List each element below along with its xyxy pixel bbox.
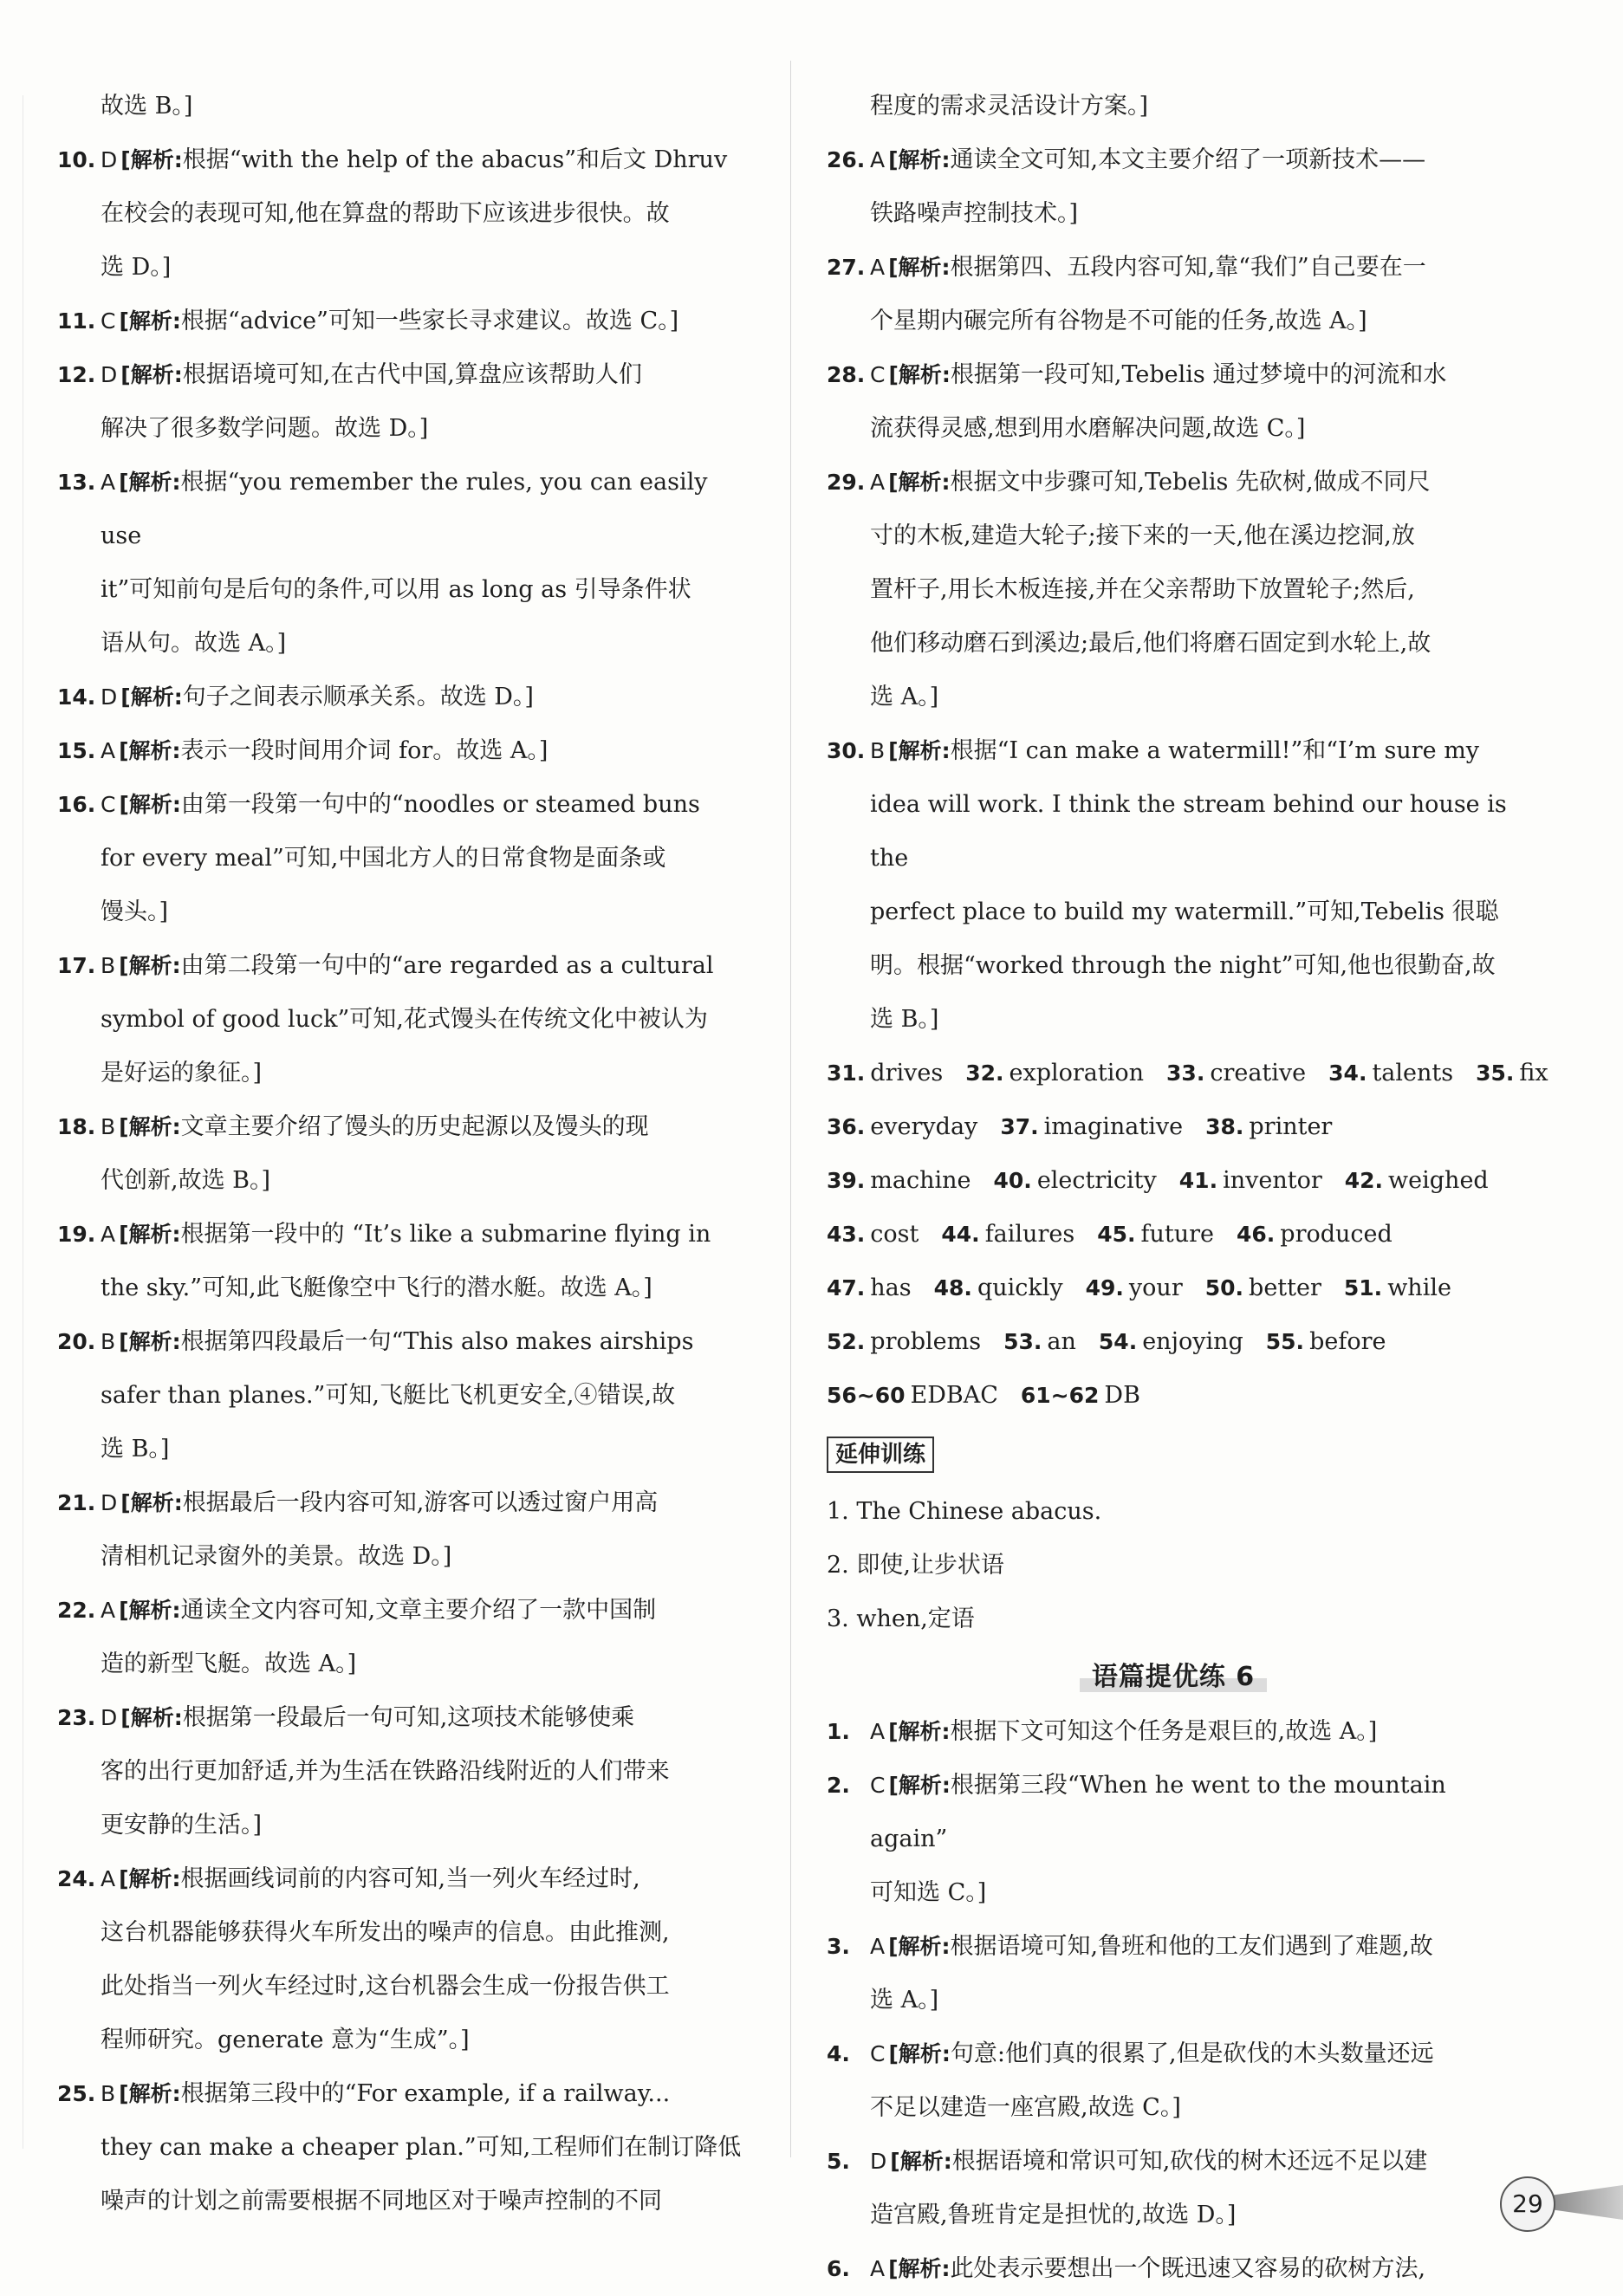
analysis-text: 他们移动磨石到溪边;最后,他们将磨石固定到水轮上,故 (870, 630, 1431, 657)
answer-letter: A (101, 1866, 116, 1891)
word-number: 51. (1343, 1275, 1383, 1300)
analysis-text: 根据“with the help of the abacus”和后文 Dhruv (182, 146, 728, 173)
question-number: 29. (827, 470, 866, 495)
answer-entry (57, 778, 750, 939)
word-text: everyday (870, 1113, 978, 1140)
analysis-text: 造宫殿,鲁班肯定是担忧的,故选 D。] (870, 2202, 1237, 2228)
word-answer (1205, 1274, 1321, 1301)
analysis-text: 程师研究。generate 意为“生成”。] (101, 2027, 470, 2053)
answer-entry (827, 2027, 1520, 2135)
answer-letter: A (101, 1598, 116, 1623)
word-answer (827, 1221, 919, 1248)
answer-letter: B (101, 2081, 116, 2106)
analysis-text: 由第一段第一句中的“noodles or steamed buns (180, 791, 700, 818)
word-answer (827, 1328, 981, 1355)
analysis-text: 句意:他们真的很累了,但是砍伐的木头数量还远 (950, 2040, 1434, 2067)
word-row (827, 1154, 1520, 1208)
word-number: 44. (941, 1222, 980, 1247)
word-answer (827, 1274, 912, 1301)
question-number: 25. (57, 2081, 96, 2106)
analysis-text: 明。根据“worked through the night”可知,他也很勤奋,故 (870, 952, 1496, 979)
analysis-tag: [解析: (888, 1773, 951, 1798)
answer-entry (57, 295, 750, 348)
word-number: 35. (1476, 1060, 1515, 1086)
question-number: 4. (827, 2041, 850, 2066)
word-answer (827, 1167, 971, 1194)
analysis-text: 选 B。] (870, 1006, 939, 1033)
word-text: quickly (977, 1274, 1063, 1301)
answer-letter: C (870, 2041, 886, 2066)
word-number: 37. (1000, 1114, 1039, 1139)
word-text: an (1047, 1328, 1076, 1355)
extension-item: 2. 即使,让步状语 (827, 1552, 1004, 1579)
analysis-text: 根据语境可知,在古代中国,算盘应该帮助人们 (182, 361, 642, 388)
question-number: 6. (827, 2256, 850, 2281)
analysis-text: 造的新型飞艇。故选 A。] (101, 1651, 357, 1677)
question-number: 12. (57, 362, 96, 387)
analysis-tag: [解析: (119, 1598, 181, 1623)
analysis-text: 铁路噪声控制技术。] (870, 200, 1079, 227)
word-text: better (1249, 1274, 1321, 1301)
answer-letter: A (870, 470, 886, 495)
answer-letter: A (101, 1222, 116, 1247)
question-number: 1. (827, 1719, 850, 1744)
analysis-text: they can make a cheaper plan.”可知,工程师们在制订降低 (101, 2134, 742, 2161)
word-number: 47. (827, 1275, 866, 1300)
analysis-text: 由第二段第一句中的“are regarded as a cultural (180, 952, 714, 979)
analysis-tag: [解析: (888, 738, 951, 763)
word-answer (827, 1382, 998, 1409)
answer-entry (827, 2242, 1520, 2296)
word-row (827, 1315, 1520, 1369)
answer-letter: D (101, 684, 118, 710)
answer-letter: A (870, 1934, 886, 1959)
question-number: 10. (57, 147, 96, 172)
analysis-text: 这台机器能够获得火车所发出的噪声的信息。由此推测, (101, 1919, 670, 1946)
analysis-tag: [解析: (120, 147, 183, 172)
analysis-text: 选 A。] (870, 684, 939, 710)
answer-entry (57, 1208, 750, 1315)
analysis-text: 选 A。] (870, 1987, 939, 2014)
word-text: machine (870, 1167, 971, 1194)
answer-entry (57, 1584, 750, 1691)
word-text: your (1128, 1274, 1183, 1301)
analysis-tag: [解析: (119, 2081, 181, 2106)
word-number: 50. (1204, 1275, 1244, 1300)
analysis-text: the sky.”可知,此飞艇像空中飞行的潜水艇。故选 A。] (101, 1274, 652, 1301)
question-number: 16. (57, 792, 96, 817)
answer-letter: C (101, 308, 116, 334)
analysis-text: 不足以建造一座宫殿,故选 C。] (870, 2094, 1181, 2121)
analysis-text: 根据画线词前的内容可知,当一列火车经过时, (180, 1865, 640, 1892)
word-number: 38. (1205, 1114, 1244, 1139)
word-number: 55. (1265, 1329, 1305, 1354)
word-text: enjoying (1142, 1328, 1243, 1355)
answer-letter: C (870, 1773, 886, 1798)
question-number: 17. (57, 953, 96, 978)
answer-entry (827, 348, 1520, 456)
analysis-text: 在校会的表现可知,他在算盘的帮助下应该进步很快。故 (101, 200, 670, 227)
question-number: 11. (57, 308, 96, 334)
question-number: 3. (827, 1934, 850, 1959)
analysis-tag: [解析: (119, 470, 181, 495)
answer-letter: B (101, 1114, 116, 1139)
word-number: 32. (965, 1060, 1004, 1086)
answer-entry (57, 456, 750, 671)
word-number: 33. (1166, 1060, 1205, 1086)
section-entries (827, 1705, 1520, 2296)
question-number: 22. (57, 1598, 96, 1623)
analysis-text: 根据第一段中的 “It’s like a submarine flying in (180, 1221, 711, 1248)
analysis-text: idea will work. I think the stream behind our house is the (870, 791, 1507, 872)
analysis-text: safer than planes.”可知,飞艇比飞机更安全,④错误,故 (101, 1382, 676, 1409)
word-text: failures (984, 1221, 1075, 1248)
answer-entry (57, 1100, 750, 1208)
analysis-tag: [解析: (119, 738, 181, 763)
analysis-text: 根据“advice”可知一些家长寻求建议。故选 C。] (180, 308, 679, 334)
word-number: 42. (1344, 1168, 1384, 1193)
question-number: 30. (827, 738, 866, 763)
analysis-text: 此处表示要想出一个既迅速又容易的砍树方法, (950, 2255, 1426, 2282)
answer-entry (57, 348, 750, 456)
word-answer (1003, 1328, 1076, 1355)
section-title: 语篇提优练 6 (827, 1653, 1520, 1702)
analysis-text: 根据第四、五段内容可知,靠“我们”自己要在一 (950, 254, 1426, 281)
answer-letter: D (870, 2149, 887, 2174)
word-number: 48. (933, 1275, 972, 1300)
analysis-text: 置杆子,用长木板连接,并在父亲帮助下放置轮子;然后, (870, 576, 1415, 603)
analysis-text: 解决了很多数学问题。故选 D。] (101, 415, 429, 442)
answer-entry (57, 671, 750, 724)
answer-entry (57, 1691, 750, 1852)
analysis-text: symbol of good luck”可知,花式馒头在传统文化中被认为 (101, 1006, 708, 1033)
word-text: DB (1104, 1382, 1140, 1409)
question-number: 28. (827, 362, 866, 387)
word-number: 53. (1003, 1329, 1042, 1354)
word-row (827, 1208, 1520, 1262)
analysis-tag: [解析: (888, 255, 951, 280)
word-answer (1476, 1060, 1548, 1086)
word-answer (1328, 1060, 1453, 1086)
analysis-tag: [解析: (120, 1705, 183, 1730)
analysis-text: 根据“I can make a watermill!”和“I’m sure my (950, 737, 1480, 764)
analysis-tag: [解析: (119, 953, 181, 978)
question-number: 14. (57, 684, 96, 710)
question-number: 5. (827, 2149, 850, 2174)
extension-item: 1. The Chinese abacus. (827, 1498, 1102, 1525)
analysis-text: perfect place to build my watermill.”可知,Tebelis 很聪 (870, 898, 1499, 925)
analysis-text: 个星期内碾完所有谷物是不可能的任务,故选 A。] (870, 308, 1367, 334)
page-tab-decoration (1550, 2185, 1623, 2220)
word-answer (1237, 1221, 1393, 1248)
word-number: 43. (827, 1222, 866, 1247)
analysis-text: 是好运的象征。] (101, 1060, 263, 1086)
analysis-text: 根据第三段中的“For example, if a railway... (180, 2080, 671, 2107)
word-answer (994, 1167, 1157, 1194)
answer-letter: B (870, 738, 886, 763)
word-text: weighed (1388, 1167, 1489, 1194)
analysis-text: 语从句。故选 A。] (101, 630, 287, 657)
word-answer (1179, 1167, 1322, 1194)
analysis-tag: [解析: (888, 1934, 951, 1959)
word-row (827, 1262, 1520, 1315)
analysis-text: 根据语境可知,鲁班和他的工友们遇到了难题,故 (950, 1933, 1433, 1960)
answer-letter: C (101, 792, 116, 817)
analysis-tag: [解析: (888, 362, 951, 387)
word-number: 54. (1098, 1329, 1138, 1354)
question-number: 13. (57, 470, 96, 495)
answer-entry (827, 1705, 1520, 1759)
analysis-tag: [解析: (888, 2041, 951, 2066)
word-number: 56~60 (827, 1383, 906, 1408)
analysis-text: 根据“you remember the rules, you can easily use (101, 469, 708, 549)
word-answer (1086, 1274, 1183, 1301)
analysis-tag: [解析: (119, 1329, 181, 1354)
answer-letter: A (870, 255, 886, 280)
word-number: 45. (1097, 1222, 1136, 1247)
analysis-text: 寸的木板,建造大轮子;接下来的一天,他在溪边挖洞,放 (870, 522, 1415, 549)
answer-entry (827, 724, 1520, 1047)
analysis-text: 句子之间表示顺承关系。故选 D。] (182, 684, 534, 710)
word-text: before (1309, 1328, 1386, 1355)
analysis-tag: [解析: (890, 2149, 952, 2174)
word-text: drives (870, 1060, 944, 1086)
question-number: 2. (827, 1773, 850, 1798)
analysis-tag: [解析: (888, 2256, 951, 2281)
word-row (827, 1369, 1520, 1423)
analysis-tag: [解析: (119, 1114, 181, 1139)
analysis-text: 根据语境和常识可知,砍伐的树木还远不足以建 (951, 2148, 1428, 2175)
word-answer (1344, 1274, 1451, 1301)
analysis-text: 可知选 C。] (870, 1879, 987, 1906)
word-text: while (1387, 1274, 1451, 1301)
word-text: electricity (1036, 1167, 1157, 1194)
word-answer-rows (827, 1047, 1548, 1423)
word-text: problems (870, 1328, 982, 1355)
question-number: 23. (57, 1705, 96, 1730)
analysis-text: 流获得灵感,想到用水磨解决问题,故选 C。] (870, 415, 1306, 442)
question-number: 20. (57, 1329, 96, 1354)
word-answer (965, 1060, 1144, 1086)
analysis-tag: [解析: (119, 1222, 181, 1247)
answer-entry (57, 133, 750, 295)
answer-entry (57, 724, 750, 778)
extension-items (827, 1485, 1520, 1646)
answer-letter: C (870, 362, 886, 387)
word-number: 41. (1178, 1168, 1218, 1193)
analysis-text: 根据下文可知这个任务是艰巨的,故选 A。] (950, 1718, 1378, 1745)
word-number: 39. (827, 1168, 866, 1193)
word-answer (934, 1274, 1063, 1301)
extension-title: 延伸训练 (827, 1437, 934, 1473)
analysis-text: 选 B。] (101, 1436, 170, 1463)
analysis-text: 根据第三段“When he went to the mountain again” (870, 1772, 1446, 1852)
answer-entry (827, 456, 1520, 724)
word-text: imaginative (1043, 1113, 1184, 1140)
word-answer (1166, 1060, 1306, 1086)
analysis-tag: [解析: (120, 362, 183, 387)
right-intro: 程度的需求灵活设计方案。] (870, 93, 1149, 120)
left-column (57, 80, 750, 2228)
answer-entry (57, 939, 750, 1100)
answer-letter: A (101, 738, 116, 763)
analysis-tag: [解析: (888, 147, 951, 172)
analysis-tag: [解析: (120, 1490, 183, 1515)
answer-entry (57, 1852, 750, 2067)
answer-entry (57, 1476, 750, 1584)
word-text: printer (1249, 1113, 1333, 1140)
analysis-text: 代创新,故选 B。] (101, 1167, 271, 1194)
question-number: 24. (57, 1866, 96, 1891)
analysis-text: 更安静的生活。] (101, 1812, 263, 1839)
analysis-tag: [解析: (120, 684, 183, 710)
question-number: 19. (57, 1222, 96, 1247)
right-column (827, 80, 1548, 2296)
answer-letter: A (870, 1719, 886, 1744)
right-entries (827, 133, 1520, 1047)
word-answer (1021, 1382, 1140, 1409)
answer-entry (827, 2135, 1520, 2242)
analysis-text: 根据最后一段内容可知,游客可以透过窗户用高 (182, 1489, 659, 1516)
question-number: 21. (57, 1490, 96, 1515)
analysis-tag: [解析: (888, 470, 951, 495)
question-number: 18. (57, 1114, 96, 1139)
answer-letter: D (101, 362, 118, 387)
analysis-text: 根据第一段最后一句可知,这项技术能够使乘 (182, 1704, 635, 1731)
answer-letter: B (101, 1329, 116, 1354)
word-text: inventor (1223, 1167, 1322, 1194)
analysis-text: 表示一段时间用介词 for。故选 A。] (180, 737, 549, 764)
question-number: 26. (827, 147, 866, 172)
answer-entry (827, 1759, 1520, 1920)
analysis-text: 噪声的计划之前需要根据不同地区对于噪声控制的不同 (101, 2188, 662, 2215)
word-number: 36. (827, 1114, 866, 1139)
word-number: 31. (827, 1060, 866, 1086)
word-text: creative (1210, 1060, 1307, 1086)
word-text: future (1140, 1221, 1214, 1248)
analysis-text: 文章主要介绍了馒头的历史起源以及馒头的现 (180, 1113, 649, 1140)
answer-entry (827, 1920, 1520, 2027)
question-number: 15. (57, 738, 96, 763)
analysis-text: 清相机记录窗外的美景。故选 D。] (101, 1543, 452, 1570)
analysis-tag: [解析: (119, 308, 181, 334)
analysis-text: 选 D。] (101, 254, 172, 281)
word-answer (1000, 1113, 1183, 1140)
question-number: 27. (827, 255, 866, 280)
word-number: 49. (1085, 1275, 1124, 1300)
word-answer (1205, 1113, 1332, 1140)
word-text: EDBAC (910, 1382, 998, 1409)
answer-letter: D (101, 1490, 118, 1515)
word-text: has (870, 1274, 912, 1301)
word-answer (827, 1113, 977, 1140)
analysis-text: 客的出行更加舒适,并为生活在铁路沿线附近的人们带来 (101, 1758, 670, 1785)
analysis-text: 通读全文内容可知,文章主要介绍了一款中国制 (180, 1597, 657, 1624)
analysis-text: 此处指当一列火车经过时,这台机器会生成一份报告供工 (101, 1973, 670, 2000)
left-entries (57, 133, 750, 2228)
analysis-text: 馒头。] (101, 898, 169, 925)
column-divider (790, 61, 791, 2157)
word-answer (1345, 1167, 1489, 1194)
word-answer (1099, 1328, 1243, 1355)
word-number: 40. (993, 1168, 1032, 1193)
analysis-tag: [解析: (119, 792, 181, 817)
answer-letter: B (101, 953, 116, 978)
extension-item: 3. when,定语 (827, 1605, 975, 1632)
word-answer (1266, 1328, 1386, 1355)
answer-letter: D (101, 147, 118, 172)
answer-letter: A (870, 147, 886, 172)
analysis-text: 根据文中步骤可知,Tebelis 先砍树,做成不同尺 (950, 469, 1431, 496)
word-text: fix (1519, 1060, 1548, 1086)
left-intro: 故选 B。] (101, 93, 193, 120)
word-text: exploration (1009, 1060, 1145, 1086)
answer-entry (57, 1315, 750, 1476)
word-number: 34. (1328, 1060, 1367, 1086)
word-number: 46. (1237, 1222, 1276, 1247)
analysis-text: it”可知前句是后句的条件,可以用 as long as 引导条件状 (101, 576, 691, 603)
word-answer (827, 1060, 943, 1086)
analysis-text: 根据第四段最后一句“This also makes airships (180, 1328, 694, 1355)
analysis-text: for every meal”可知,中国北方人的日常食物是面条或 (101, 845, 666, 872)
analysis-text: 根据第一段可知,Tebelis 通过梦境中的河流和水 (950, 361, 1447, 388)
word-row (827, 1100, 1520, 1154)
answer-entry (57, 2067, 750, 2228)
answer-letter: D (101, 1705, 118, 1730)
answer-entry (827, 241, 1520, 348)
word-number: 52. (827, 1329, 866, 1354)
answer-entry (827, 133, 1520, 241)
analysis-tag: [解析: (888, 1719, 951, 1744)
word-row (827, 1047, 1548, 1100)
answer-letter: A (870, 2256, 886, 2281)
word-text: cost (870, 1221, 919, 1248)
word-answer (1097, 1221, 1214, 1248)
page-number: 29 (1500, 2176, 1555, 2232)
word-text: talents (1372, 1060, 1454, 1086)
word-text: produced (1280, 1221, 1393, 1248)
analysis-tag: [解析: (119, 1866, 181, 1891)
word-answer (941, 1221, 1074, 1248)
word-number: 61~62 (1020, 1383, 1100, 1408)
answer-letter: A (101, 470, 116, 495)
analysis-text: 通读全文可知,本文主要介绍了一项新技术—— (950, 146, 1426, 173)
